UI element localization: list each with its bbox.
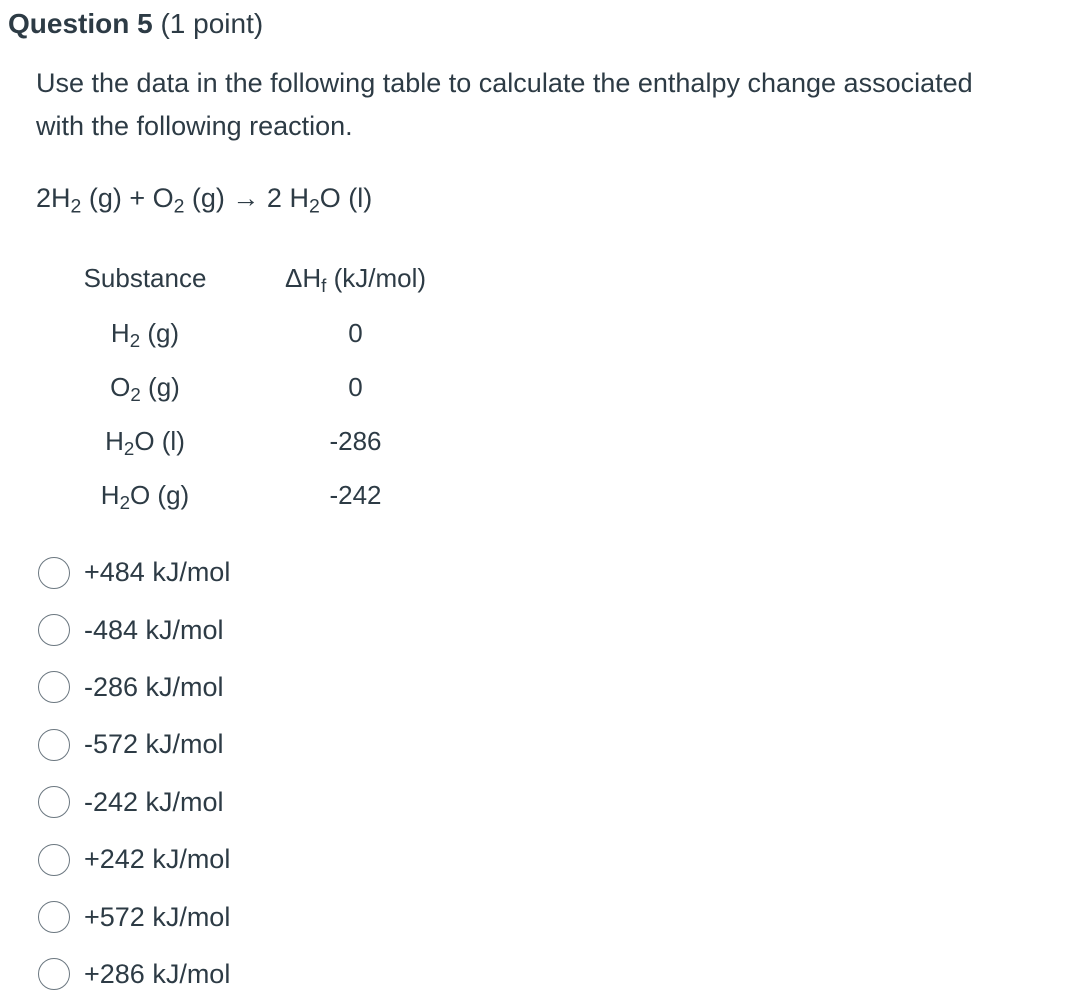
reaction-subscript-3: 2 — [308, 195, 320, 218]
answer-option[interactable] — [38, 831, 230, 888]
enthalpy-table — [62, 250, 483, 522]
answer-option-label[interactable]: -286 kJ/mol — [84, 671, 224, 702]
question-header — [8, 4, 263, 44]
table-row — [62, 360, 483, 414]
answer-options — [38, 544, 230, 1003]
reaction-text-2: (g) + O — [81, 183, 174, 213]
answer-option[interactable] — [38, 659, 230, 716]
substance-cell — [62, 414, 228, 468]
radio-button[interactable] — [38, 844, 70, 876]
substance-text: O — [110, 371, 131, 402]
reaction-text-4: O (l) — [319, 183, 373, 213]
answer-option[interactable] — [38, 946, 230, 1003]
reaction-text-1: 2H — [36, 183, 71, 213]
enthalpy-value: 0 — [348, 371, 363, 402]
answer-option-label[interactable]: +484 kJ/mol — [84, 557, 231, 588]
header-enthalpy-subscript: f — [321, 274, 327, 296]
answer-option-label[interactable]: +572 kJ/mol — [84, 901, 231, 932]
substance-phase: (g) — [140, 371, 180, 402]
reaction-equation — [36, 176, 372, 220]
substance-subscript: 2 — [129, 329, 141, 351]
substance-text: H — [110, 317, 130, 348]
substance-text: H — [100, 479, 120, 510]
answer-option-label[interactable]: +242 kJ/mol — [84, 844, 231, 875]
radio-button[interactable] — [38, 786, 70, 818]
table-header-row — [62, 250, 483, 306]
question-title: Question 5 — [8, 8, 153, 39]
question-prompt — [36, 62, 1046, 148]
answer-option[interactable] — [38, 601, 230, 658]
header-enthalpy-symbol: ΔH — [284, 262, 322, 293]
reaction-subscript-2: 2 — [173, 195, 185, 218]
answer-option-label[interactable]: -572 kJ/mol — [84, 729, 224, 760]
header-enthalpy-unit: (kJ/mol) — [326, 262, 427, 293]
prompt-line-1: Use the data in the following table to calculate the enthalpy change associated — [36, 68, 973, 98]
enthalpy-value: -286 — [329, 425, 382, 456]
table-body — [62, 306, 483, 522]
header-enthalpy — [228, 250, 483, 306]
substance-subscript: 2 — [130, 383, 141, 405]
radio-button[interactable] — [38, 614, 70, 646]
prompt-line-2: with the following reaction. — [36, 111, 353, 141]
substance-subscript: 2 — [123, 437, 135, 459]
substance-phase: O (g) — [129, 479, 190, 510]
substance-phase: O (l) — [134, 425, 185, 456]
answer-option-label[interactable]: +286 kJ/mol — [84, 958, 231, 989]
answer-option[interactable] — [38, 774, 230, 831]
radio-button[interactable] — [38, 557, 70, 589]
table-row — [62, 414, 483, 468]
enthalpy-value: 0 — [348, 317, 363, 348]
substance-text: H — [105, 425, 124, 456]
table-row — [62, 306, 483, 360]
reaction-text-3: (g) → 2 H — [184, 183, 309, 213]
answer-option-label[interactable]: -242 kJ/mol — [84, 786, 224, 817]
radio-button[interactable] — [38, 729, 70, 761]
radio-button[interactable] — [38, 901, 70, 933]
radio-button[interactable] — [38, 958, 70, 990]
substance-phase: (g) — [140, 317, 180, 348]
table-row — [62, 468, 483, 522]
answer-option[interactable] — [38, 888, 230, 945]
substance-subscript: 2 — [119, 491, 130, 513]
substance-cell — [62, 360, 228, 414]
answer-option[interactable] — [38, 544, 230, 601]
reaction-subscript-1: 2 — [70, 195, 82, 218]
substance-cell — [62, 306, 228, 360]
enthalpy-value: -242 — [329, 479, 382, 510]
answer-option-label[interactable]: -484 kJ/mol — [84, 614, 224, 645]
radio-button[interactable] — [38, 671, 70, 703]
question-points: (1 point) — [160, 8, 264, 39]
answer-option[interactable] — [38, 716, 230, 773]
header-substance: Substance — [83, 262, 207, 293]
substance-cell — [62, 468, 228, 522]
